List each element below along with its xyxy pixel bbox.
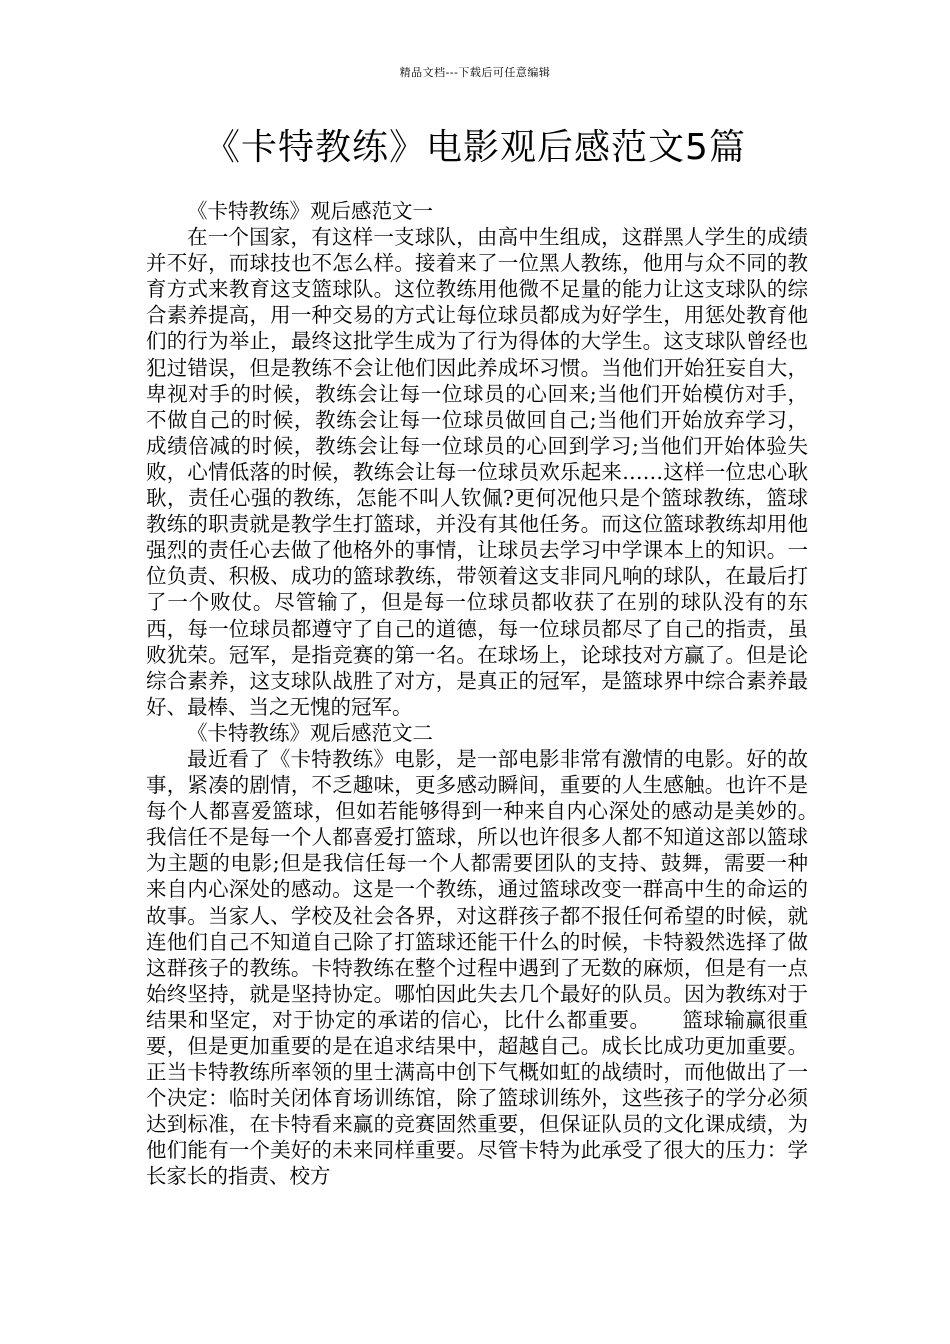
- section-heading: 《卡特教练》观后感范文一: [187, 199, 433, 223]
- document-title: 《卡特教练》电影观后感范文5篇: [204, 127, 746, 168]
- paragraph: 最近看了《卡特教练》电影，是一部电影非常有激情的电影。好的故事，紧凑的剧情，不乏趣味，更多感动瞬间，重要的人生感触。也许不是每个人都喜爱篮球，但如若能够得到一种来自内心深处的感动是美妙的。 我信任不是每一个人都喜爱打篮球，所以也许很多人都不知道这部以篮球为主题的电影;但是我信任每一个人都需要团队的支持、鼓舞，需要一种来自内心深处的感动。这是一个教练，通过篮球改变一群高中生的命运的故事。当家人、学校及社会各界，对这群孩子都不报任何希望的时候，就连他们自己不知道自己除了打篮球还能干什么的时候，卡特毅然选择了做这群孩子的教练。卡特教练在整个过程中遇到了无数的麻烦，但是有一点始终坚持，就是坚持协定。哪怕因此失去几个最好的队员。因为教练对于结果和坚定，对于协定的承诺的信心，比什么都重要。 篮球输赢很重要，但是更加重要的是在追求结果中，超越自己。成长比成功更加重要。正当卡特教练所率领的里士满高中创下气概如虹的战绩时，而他做出了一个决定：临时关闭体育场训练馆，除了篮球训练外，这些孩子的学分必须达到标准，在卡特看来赢的竞赛固然重要，但保证队员的文化课成绩，为他们能有一个美好的未来同样重要。尽管卡特为此承受了很大的压力：学长家长的指责、校方: [146, 746, 849, 1189]
- header-note: 精品文档---下载后可任意编辑: [399, 66, 551, 79]
- paragraph: 在一个国家，有这样一支球队，由高中生组成，这群黑人学生的成绩并不好，而球技也不怎么样。接着来了一位黑人教练，他用与众不同的教育方式来教育这支篮球队。这位教练用他微不足量的能力让这支球队的综合素养提高，用一种交易的方式让每位球员都成为好学生，用惩处教育他们的行为举止，最终这批学生成为了行为得体的大学生。这支球队曾经也犯过错误，但是教练不会让他们因此养成坏习惯。当他们开始狂妄自大，卑视对手的时候，教练会让每一位球员的心回来;当他们开始模仿对手，不做自己的时候，教练会让每一位球员做回自己;当他们开始放弃学习，成绩倍减的时候，教练会让每一位球员的心回到学习;当他们开始体验失败，心情低落的时候，教练会让每一位球员欢乐起来……这样一位忠心耿耿，责任心强的教练，怎能不叫人钦佩?更何况他只是个篮球教练，篮球教练的职责就是教学生打篮球，并没有其他任务。而这位篮球教练却用他强烈的责任心去做了他格外的事情，让球员去学习中学课本上的知识。一位负责、积极、成功的篮球教练，带领着这支非同凡响的球队，在最后打了一个败仗。尽管输了，但是每一位球员都收获了在别的球队没有的东西，每一位球员都遵守了自己的道德，每一位球员都尽了自己的指责，虽败犹荣。冠军，是指竞赛的第一名。在球场上，论球技对方赢了。但是论综合素养，这支球队战胜了对方，是真正的冠军，是篮球界中综合素养最好、最棒、当之无愧的冠军。: [146, 225, 808, 719]
- document-body: [146, 198, 849, 1190]
- section-heading: 《卡特教练》观后感范文二: [187, 720, 433, 745]
